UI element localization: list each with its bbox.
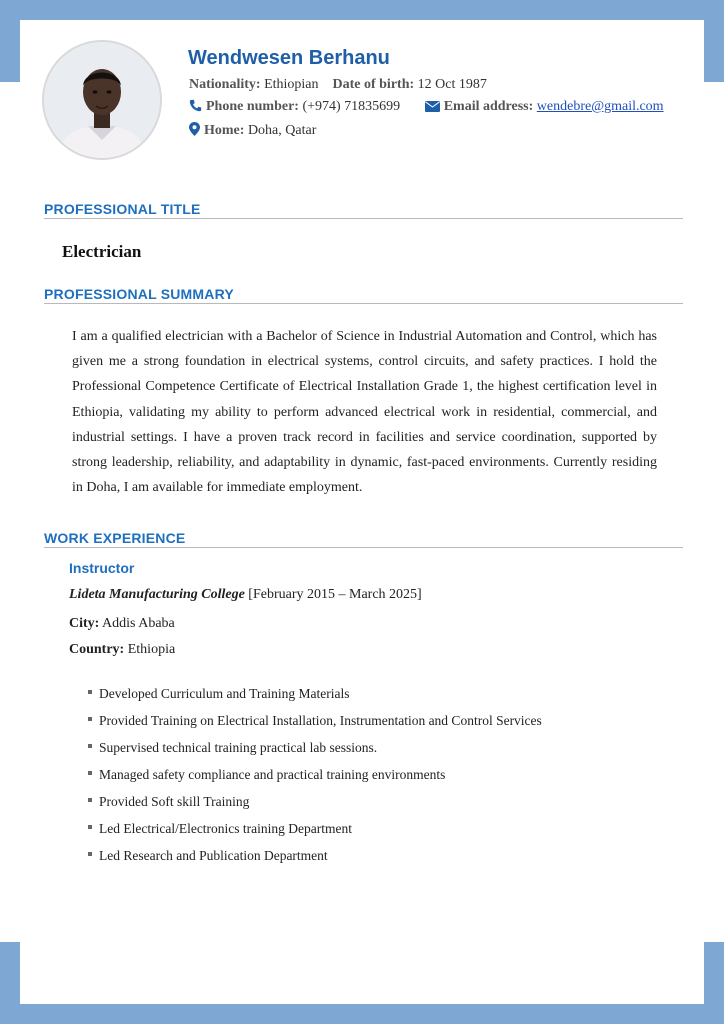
email-label: Email address:: [443, 99, 534, 114]
employment-period: [February 2015 – March 2025]: [244, 587, 422, 602]
duty-text: Led Research and Publication Department: [99, 848, 328, 863]
frame-corner-right-bottom: [704, 942, 724, 1004]
profile-photo: [42, 40, 162, 160]
bullet-icon: [88, 717, 92, 721]
duty-text: Supervised technical training practical lab sessions.: [99, 740, 378, 755]
frame-corner-left-bottom: [0, 942, 20, 1004]
job-title: Instructor: [69, 560, 135, 576]
home-label: Home:: [204, 123, 245, 138]
bullet-icon: [88, 852, 92, 856]
frame-corner-right-top: [704, 20, 724, 82]
email-link[interactable]: wendebre@gmail.com: [536, 99, 664, 114]
bullet-icon: [88, 744, 92, 748]
duty-text: Managed safety compliance and practical training environments: [99, 767, 446, 782]
bullet-icon: [88, 798, 92, 802]
frame-bottom: [0, 1004, 724, 1024]
contact-line: [189, 99, 664, 117]
list-item: [88, 788, 542, 815]
home-value: Doha, Qatar: [247, 123, 317, 138]
list-item: [88, 734, 542, 761]
home-line: [189, 122, 316, 141]
country-label: Country:: [69, 642, 125, 657]
section-heading-work-experience: WORK EXPERIENCE: [44, 530, 683, 548]
dob-value: 12 Oct 1987: [417, 77, 487, 92]
country-value: Ethiopia: [124, 642, 176, 657]
list-item: [88, 761, 542, 788]
city-value: Addis Ababa: [99, 616, 175, 631]
frame-corner-left-top: [0, 20, 20, 82]
duty-text: Provided Soft skill Training: [99, 794, 250, 809]
list-item: [88, 680, 542, 707]
section-heading-professional-summary: PROFESSIONAL SUMMARY: [44, 286, 683, 304]
summary-paragraph: I am a qualified electrician with a Bachelor of Science in Industrial Automation and Control, which has given me a strong foundation in electrical systems, control circuits, and safety practices. I hold the Professional Competence Certificate of Electrical Installation Grade 1, the highest certification level in Ethiopia, validating my ability to perform advanced electrical work in residential, commercial, and industrial settings. I have a proven track record in facilities and service coordination, supported by strong leadership, reliability, and adaptability in dynamic, fast-paced environments. Currently residing in Doha, I am available for immediate employment.: [72, 329, 657, 496]
bullet-icon: [88, 690, 92, 694]
list-item: [88, 815, 542, 842]
dob-label: Date of birth:: [332, 77, 415, 92]
map-pin-icon: [189, 122, 200, 141]
candidate-name: Wendwesen Berhanu: [188, 47, 390, 69]
nationality-dob-line: [189, 77, 487, 93]
professional-title: Electrician: [62, 242, 142, 261]
nationality-value: Ethiopian: [264, 77, 319, 92]
list-item: [88, 842, 542, 869]
frame-top: [0, 0, 724, 20]
phone-value: (+974) 71835699: [302, 99, 401, 114]
phone-label: Phone number:: [206, 99, 299, 114]
company-name: Lideta Manufacturing College: [69, 587, 245, 602]
bullet-icon: [88, 825, 92, 829]
bullet-icon: [88, 771, 92, 775]
list-item: [88, 707, 542, 734]
section-heading-professional-title: PROFESSIONAL TITLE: [44, 201, 683, 219]
employer-line: [69, 587, 422, 603]
envelope-icon: [425, 101, 440, 117]
duty-text: Developed Curriculum and Training Materials: [99, 686, 350, 701]
city-label: City:: [69, 616, 100, 631]
duty-text: Led Electrical/Electronics training Department: [99, 821, 353, 836]
country-line: [69, 642, 175, 658]
duty-text: Provided Training on Electrical Installation, Instrumentation and Control Services: [99, 713, 542, 728]
city-line: [69, 616, 175, 632]
phone-icon: [189, 99, 202, 117]
duties-list: [88, 680, 542, 869]
nationality-label: Nationality:: [189, 77, 261, 92]
